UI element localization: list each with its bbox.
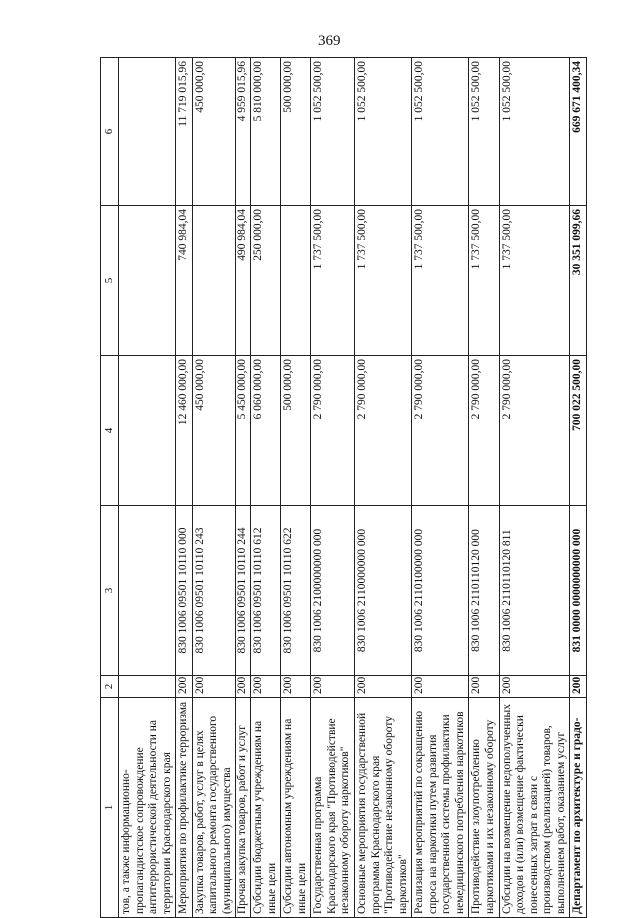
table-row [499,58,570,918]
row-name: Закупка товаров, работ, услуг в целях капитального ремонта государственного (муниципального) имущества [192,698,236,918]
table-row [412,58,469,918]
row-value-6: 1 052 500,00 [311,58,355,206]
row-value-6: 1 052 500,00 [499,58,570,206]
table-row [469,58,499,918]
budget-table [100,57,587,918]
row-code [118,676,175,698]
row-name: Субсидии автономным учреждениям на иные цели [281,698,311,918]
row-value-4: 2 790 000,00 [469,356,499,506]
row-value-5: 1 737 500,00 [469,206,499,356]
row-value-5: 490 984,04 [236,206,251,356]
header-row [101,58,119,918]
row-value-6: 5 810 000,00 [251,58,281,206]
row-kbk: 830 1006 09501 10110 244 [236,506,251,676]
table-row [236,58,251,918]
row-code: 200 [499,676,570,698]
row-kbk: 830 1006 2110000000 000 [354,506,411,676]
row-value-6: 500 000,00 [281,58,311,206]
row-code: 200 [570,676,587,698]
row-kbk: 830 1006 09501 10110 612 [251,506,281,676]
row-value-6: 1 052 500,00 [412,58,469,206]
row-value-6: 11 719 015,96 [176,58,193,206]
row-value-4: 12 460 000,00 [176,356,193,506]
row-name: Государственная программа Краснодарского края "Противодействие незаконному обороту наркотиков" [311,698,355,918]
row-value-4: 6 060 000,00 [251,356,281,506]
row-code: 200 [469,676,499,698]
row-value-5: 250 000,00 [251,206,281,356]
row-value-4 [118,356,175,506]
header-col-3: 3 [101,506,119,676]
table-row [118,58,175,918]
header-col-2: 2 [101,676,119,698]
row-value-4: 2 790 000,00 [412,356,469,506]
row-value-5: 1 737 500,00 [499,206,570,356]
row-value-5 [281,206,311,356]
row-code: 200 [176,676,193,698]
row-value-5: 1 737 500,00 [412,206,469,356]
row-code: 200 [354,676,411,698]
row-value-4: 2 790 000,00 [499,356,570,506]
row-value-6: 1 052 500,00 [469,58,499,206]
header-col-5: 5 [101,206,119,356]
row-value-6 [118,58,175,206]
row-code: 200 [412,676,469,698]
table-row [311,58,355,918]
row-kbk: 830 1006 2100000000 000 [311,506,355,676]
row-name: Реализация мероприятий по сокращению спроса на наркотики путем развития государственной системы профилактики немедицинского потребления наркотиков [412,698,469,918]
row-name: Противодействие злоупотреблению наркотиками и их незаконному обороту [469,698,499,918]
rotated-table-container [100,58,590,918]
row-code: 200 [236,676,251,698]
row-name: Департамент по архитектуре и градо- [570,698,587,918]
row-kbk: 830 1006 09501 10110 622 [281,506,311,676]
table-row [354,58,411,918]
row-code: 200 [192,676,236,698]
row-kbk: 830 1006 2110110120 000 [469,506,499,676]
page-number: 369 [318,33,341,49]
row-kbk: 830 1006 2110100000 000 [412,506,469,676]
row-name: Прочая закупка товаров, работ и услуг [236,698,251,918]
row-name: Субсидии бюджетным учреждениям на иные цели [251,698,281,918]
row-kbk: 830 1006 09501 10110 243 [192,506,236,676]
row-value-6: 1 052 500,00 [354,58,411,206]
row-kbk: 830 1006 09501 10110 000 [176,506,193,676]
row-code: 200 [311,676,355,698]
row-value-5: 30 351 099,66 [570,206,587,356]
row-value-4: 450 000,00 [192,356,236,506]
table-row [176,58,193,918]
row-name: Мероприятия по профилактике терроризма [176,698,193,918]
row-value-4: 2 790 000,00 [354,356,411,506]
row-value-5 [192,206,236,356]
row-value-6: 450 000,00 [192,58,236,206]
table-row [281,58,311,918]
row-value-4: 500 000,00 [281,356,311,506]
row-value-6: 669 671 400,34 [570,58,587,206]
row-kbk [118,506,175,676]
row-code: 200 [251,676,281,698]
row-value-5 [118,206,175,356]
row-kbk: 831 0000 0000000000 000 [570,506,587,676]
row-value-6: 4 959 015,96 [236,58,251,206]
row-value-5: 1 737 500,00 [311,206,355,356]
table-row [251,58,281,918]
row-value-4: 5 450 000,00 [236,356,251,506]
row-name: Субсидии на возмещение недополученных доходов и (или) возмещение фактически понесенных затрат в связи с производством (реализацией) товаров, выполнением работ, оказанием услуг [499,698,570,918]
row-name: тов, а также информационно-пропагандистское сопровождение антитеррористической деятельности на территории Краснодарского края [118,698,175,918]
table-row-department-total [570,58,587,918]
table-row [192,58,236,918]
row-kbk: 830 1006 2110110120 811 [499,506,570,676]
header-col-6: 6 [101,58,119,206]
row-name: Основные мероприятия государственной программа Краснодарского края "Противодействие незаконному обороту наркотиков" [354,698,411,918]
header-col-4: 4 [101,356,119,506]
row-value-5: 740 984,04 [176,206,193,356]
row-value-4: 2 790 000,00 [311,356,355,506]
header-col-1: 1 [101,698,119,918]
row-code: 200 [281,676,311,698]
row-value-4: 700 022 500,00 [570,356,587,506]
row-value-5: 1 737 500,00 [354,206,411,356]
